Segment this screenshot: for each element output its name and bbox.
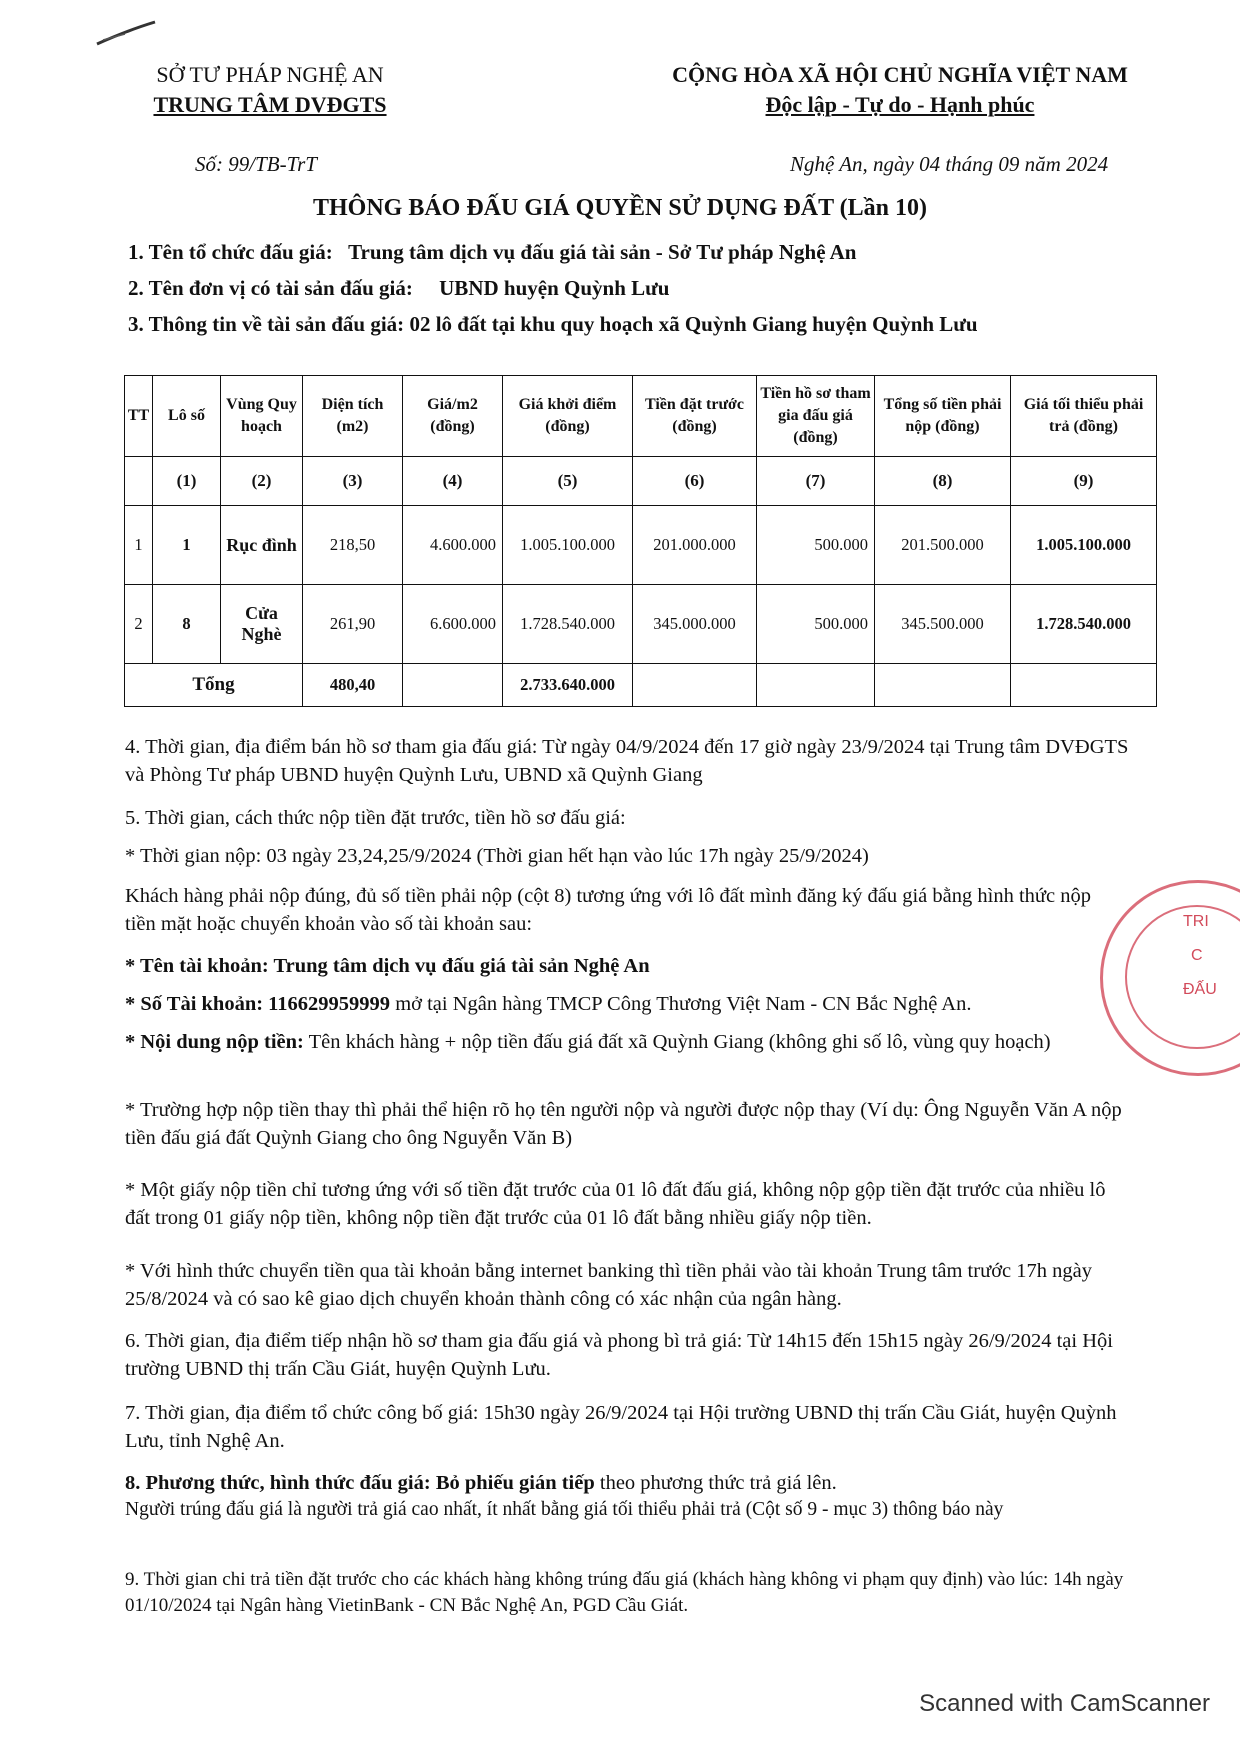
- content-label: * Nội dung nộp tiền:: [125, 1031, 304, 1053]
- cell-total-pay: 201.500.000: [875, 506, 1011, 585]
- column-number-row: [125, 457, 1157, 506]
- table-row: [125, 506, 1157, 585]
- section-5: 5. Thời gian, cách thức nộp tiền đặt trước, tiền hồ sơ đấu giá:: [125, 807, 626, 829]
- cell-total-pay: 345.500.000: [875, 585, 1011, 664]
- table-row: [125, 585, 1157, 664]
- document-date: Nghệ An, ngày 04 tháng 09 năm 2024: [790, 152, 1109, 176]
- table-total-row: [125, 664, 1157, 707]
- info-item-3-value: 02 lô đất tại khu quy hoạch xã Quỳnh Giang huyện Quỳnh Lưu: [409, 312, 978, 336]
- cell-lot: 8: [153, 585, 221, 664]
- cell-start-price: 1.005.100.000: [503, 506, 633, 585]
- cell-area: 261,90: [303, 585, 403, 664]
- info-item-1-value: Trung tâm dịch vụ đấu giá tài sản - Sở Tư pháp Nghệ An: [348, 240, 857, 264]
- total-empty: [403, 664, 503, 707]
- section-7: 7. Thời gian, địa điểm tổ chức công bố giá: 15h30 ngày 26/9/2024 tại Hội trường UBND thị trấn Cầu Giát, huyện Quỳnh Lưu, tỉnh Nghệ An.: [125, 1402, 1117, 1452]
- section-5-internet: * Với hình thức chuyển tiền qua tài khoản bằng internet banking thì tiền phải vào tài khoản Trung tâm trước 17h ngày 25/8/2024 và có sao kê giao dịch chuyển khoản thành công có xác nhận của ngân hàng.: [125, 1260, 1092, 1310]
- col-header-tt: TT: [125, 376, 153, 457]
- total-empty: [757, 664, 875, 707]
- info-item-3: [128, 312, 978, 337]
- col-number: (4): [403, 457, 503, 506]
- cell-min-price: 1.728.540.000: [1011, 585, 1157, 664]
- col-header-area: Diện tích (m2): [303, 376, 403, 457]
- issuer-department: SỞ TƯ PHÁP NGHỆ AN: [156, 62, 384, 87]
- col-number: (5): [503, 457, 633, 506]
- cell-deposit: 345.000.000: [633, 585, 757, 664]
- info-item-2-label: 2. Tên đơn vị có tài sản đấu giá:: [128, 276, 413, 300]
- cell-lot: 1: [153, 506, 221, 585]
- info-item-2: [128, 276, 669, 301]
- section-5-account-number: [125, 990, 1135, 1018]
- national-header: [640, 60, 1160, 120]
- cell-zone: Rục đình: [221, 506, 303, 585]
- cell-price-m2: 4.600.000: [403, 506, 503, 585]
- document-number: Số: 99/TB-TrT: [195, 152, 317, 176]
- info-item-3-label: 3. Thông tin về tài sản đấu giá:: [128, 312, 405, 336]
- section-5-content: [125, 1028, 1135, 1056]
- total-area: 480,40: [303, 664, 403, 707]
- col-header-total-pay: Tổng số tiền phải nộp (đồng): [875, 376, 1011, 457]
- col-number: (1): [153, 457, 221, 506]
- section-9: 9. Thời gian chi trả tiền đặt trước cho các khách hàng không trúng đấu giá (khách hàng không vi phạm quy định) vào lúc: 14h ngày 01/10/2024 tại Ngân hàng VietinBank - CN Bắc Nghệ An, PGD Cầu Giát.: [125, 1569, 1124, 1616]
- section-5-account-name: * Tên tài khoản: Trung tâm dịch vụ đấu giá tài sản Nghệ An: [125, 955, 650, 977]
- col-header-start-price: Giá khởi điểm (đồng): [503, 376, 633, 457]
- cell-zone: Cửa Nghè: [221, 585, 303, 664]
- col-header-deposit: Tiền đặt trước (đồng): [633, 376, 757, 457]
- cell-deposit: 201.000.000: [633, 506, 757, 585]
- section-5-guide: Khách hàng phải nộp đúng, đủ số tiền phải nộp (cột 8) tương ứng với lô đất mình đăng ký đấu giá bằng hình thức nộp tiền mặt hoặc chuyển khoản vào số tài khoản sau:: [125, 885, 1091, 935]
- cell-price-m2: 6.600.000: [403, 585, 503, 664]
- stamp-text: [1183, 905, 1217, 1007]
- col-number: (6): [633, 457, 757, 506]
- total-label: Tổng: [125, 664, 303, 707]
- table-header-row: [125, 376, 1157, 457]
- section-8-winner: Người trúng đấu giá là người trả giá cao nhất, ít nhất bằng giá tối thiểu phải trả (Cột số 9 - mục 3) thông báo này: [125, 1499, 1004, 1520]
- col-header-lot: Lô số: [153, 376, 221, 457]
- issuer-block: [140, 60, 400, 120]
- col-header-price-m2: Giá/m2 (đồng): [403, 376, 503, 457]
- cell-start-price: 1.728.540.000: [503, 585, 633, 664]
- section-5-time: * Thời gian nộp: 03 ngày 23,24,25/9/2024 (Thời gian hết hạn vào lúc 17h ngày 25/9/2024): [125, 845, 869, 867]
- col-number: (3): [303, 457, 403, 506]
- cell-tt: 2: [125, 585, 153, 664]
- col-header-min-price: Giá tối thiểu phải trả (đồng): [1011, 376, 1157, 457]
- total-empty: [633, 664, 757, 707]
- stamp-text-line: TRI: [1183, 913, 1209, 930]
- issuer-center: TRUNG TÂM DVĐGTS: [153, 92, 387, 117]
- col-number-empty: [125, 457, 153, 506]
- section-8-label: 8. Phương thức, hình thức đấu giá: Bỏ phiếu gián tiếp: [125, 1472, 595, 1494]
- cell-file-fee: 500.000: [757, 585, 875, 664]
- section-8: [125, 1469, 1135, 1497]
- pen-mark: [95, 18, 165, 48]
- account-number: * Số Tài khoản: 116629959999: [125, 993, 391, 1015]
- cell-tt: 1: [125, 506, 153, 585]
- col-header-zone: Vùng Quy hoạch: [221, 376, 303, 457]
- col-header-file-fee: Tiền hồ sơ tham gia đấu giá (đồng): [757, 376, 875, 457]
- info-item-1-label: 1. Tên tổ chức đấu giá:: [128, 240, 333, 264]
- section-8-rest: theo phương thức trả giá lên.: [594, 1472, 837, 1494]
- col-number: (9): [1011, 457, 1157, 506]
- col-number: (2): [221, 457, 303, 506]
- cell-area: 218,50: [303, 506, 403, 585]
- camscanner-watermark: Scanned with CamScanner: [919, 1690, 1210, 1717]
- col-number: (7): [757, 457, 875, 506]
- document-title: THÔNG BÁO ĐẤU GIÁ QUYỀN SỬ DỤNG ĐẤT (Lần 10): [312, 195, 928, 221]
- land-lot-table: [124, 375, 1157, 707]
- section-5-proxy: * Trường hợp nộp tiền thay thì phải thể hiện rõ họ tên người nộp và người được nộp thay (Ví dụ: Ông Nguyễn Văn A nộp tiền đấu giá đất Quỳnh Giang cho ông Nguyễn Văn B): [125, 1099, 1122, 1149]
- total-start-price: 2.733.640.000: [503, 664, 633, 707]
- section-6: 6. Thời gian, địa điểm tiếp nhận hồ sơ tham gia đấu giá và phong bì trả giá: Từ 14h15 đến 15h15 ngày 26/9/2024 tại Hội trường UBND thị trấn Cầu Giát, huyện Quỳnh Lưu.: [125, 1330, 1113, 1380]
- section-4: 4. Thời gian, địa điểm bán hồ sơ tham gia đấu giá: Từ ngày 04/9/2024 đến 17 giờ ngày 23/9/2024 tại Trung tâm DVĐGTS và Phòng Tư pháp UBND huyện Quỳnh Lưu, UBND xã Quỳnh Giang: [125, 736, 1129, 786]
- stamp-text-line: ĐẤU: [1183, 981, 1217, 998]
- stamp-text-line: C: [1191, 947, 1203, 964]
- national-motto: Độc lập - Tự do - Hạnh phúc: [765, 92, 1035, 117]
- info-item-1: [128, 240, 856, 265]
- account-bank: mở tại Ngân hàng TMCP Công Thương Việt Nam - CN Bắc Nghệ An.: [390, 993, 972, 1015]
- content-text: Tên khách hàng + nộp tiền đấu giá đất xã Quỳnh Giang (không ghi số lô, vùng quy hoạch): [303, 1031, 1051, 1053]
- total-empty: [1011, 664, 1157, 707]
- section-5-single: * Một giấy nộp tiền chỉ tương ứng với số tiền đặt trước của 01 lô đất đấu giá, không nộp gộp tiền đặt trước của nhiều lô đất trong 01 giấy nộp tiền, không nộp tiền đặt trước của 01 lô đất bằng nhiều giấy nộp tiền.: [125, 1179, 1106, 1229]
- cell-min-price: 1.005.100.000: [1011, 506, 1157, 585]
- national-title: CỘNG HÒA XÃ HỘI CHỦ NGHĨA VIỆT NAM: [672, 62, 1128, 87]
- col-number: (8): [875, 457, 1011, 506]
- info-item-2-value: UBND huyện Quỳnh Lưu: [439, 276, 670, 300]
- total-empty: [875, 664, 1011, 707]
- cell-file-fee: 500.000: [757, 506, 875, 585]
